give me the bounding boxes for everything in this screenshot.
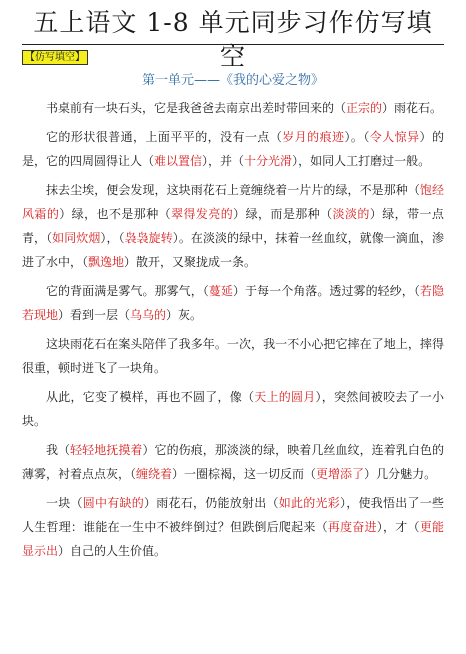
text-segment: 它的形状很普通，上面平平的，没有一点（	[46, 130, 283, 144]
text-segment: ）雨花石。	[382, 101, 443, 115]
filled-answer: 岁月的痕迹	[282, 130, 345, 144]
text-segment: 它的背面满是雾气。那雾气，（	[46, 284, 209, 298]
filled-answer: 若隐若现地	[22, 284, 444, 322]
filled-answer: 淡淡的	[332, 207, 370, 221]
text-segment: 一块（	[46, 496, 83, 510]
text-segment: ）几分魅力。	[364, 467, 437, 481]
article-body	[22, 96, 444, 563]
text-segment: ）一圈棕褐，这一切反而（	[172, 467, 317, 481]
unit-heading: 第一单元——《我的心爱之物》	[141, 73, 324, 88]
filled-answer: 十分光滑	[244, 154, 293, 168]
filled-answer: 圆中有缺的	[82, 496, 144, 510]
filled-answer: 令人惊异	[369, 130, 420, 144]
text-segment: ）自己的人生价值。	[58, 544, 167, 558]
text-segment: ）散开，又聚拢成一条。	[124, 255, 257, 269]
text-segment: 从此，它变了模样，再也不圆了，像（	[46, 390, 255, 404]
paragraph	[22, 279, 444, 327]
text-segment: ），才（	[376, 520, 420, 534]
text-segment: ）看到一层（	[58, 308, 131, 322]
paragraph	[22, 385, 444, 433]
filled-answer: 更增添了	[316, 467, 365, 481]
filled-answer: 如同炊烟	[52, 231, 101, 245]
text-segment: 我（	[46, 443, 71, 457]
filled-answer: 饱经风霜的	[22, 183, 444, 221]
paragraph	[22, 438, 444, 486]
filled-answer: 正宗的	[346, 101, 383, 115]
filled-answer: 更能显示出	[22, 520, 444, 558]
paragraph	[22, 96, 444, 120]
text-segment: 这块雨花石在案头陪伴了我多年。一次，我一不小心把它摔在了地上，摔得很重，顿时迸飞了一块角。	[22, 337, 444, 375]
text-segment: ）灰。	[166, 308, 203, 322]
text-segment: ）雨花石，仍能放射出（	[144, 496, 279, 510]
filled-answer: 难以置信	[154, 154, 203, 168]
text-segment: ）的是，它的四周圆得让人（	[22, 130, 444, 168]
text-segment: ）。在淡淡的绿中，抹着一丝血纹，就像一滴血，渗进了水中，（	[22, 231, 444, 269]
text-segment: ）。（	[344, 130, 370, 144]
filled-answer: 飘逸地	[88, 255, 125, 269]
paragraph	[22, 332, 444, 380]
filled-answer: 天上的圆月	[254, 390, 316, 404]
text-segment: ），并（	[202, 154, 245, 168]
text-segment: ）它的伤痕，那淡淡的绿，映着几丝血纹，连着乳白色的薄雾，衬着点点灰，（	[22, 443, 444, 481]
text-segment: ），（	[100, 231, 125, 245]
filled-answer: 翠得发亮的	[171, 207, 234, 221]
filled-answer: 袅袅旋转	[124, 231, 173, 245]
text-segment: ）绿，也不是那种（	[59, 207, 172, 221]
filled-answer: 乌乌的	[130, 308, 167, 322]
paragraph	[22, 178, 444, 274]
filled-answer: 缠绕着	[136, 467, 173, 481]
text-segment: 书桌前有一块石头，它是我爸爸去南京出差时带回来的（	[46, 101, 347, 115]
paragraph	[22, 125, 444, 173]
filled-answer: 蔓延	[208, 284, 233, 298]
text-segment: ）绿，带一点青，（	[22, 207, 444, 245]
text-segment: ），如同人工打磨过一般。	[292, 154, 431, 168]
paragraph	[22, 491, 444, 563]
text-segment: 抹去尘埃，便会发现，这块雨花石上竟缠绕着一片片的绿，不是那种（	[46, 183, 420, 197]
section-tag: 【仿写填空】	[22, 50, 88, 65]
filled-answer: 再度奋进	[327, 520, 377, 534]
filled-answer: 如此的光彩	[278, 496, 340, 510]
filled-answer: 轻轻地抚摸着	[70, 443, 143, 457]
text-segment: ）绿，而是那种（	[233, 207, 333, 221]
text-segment: ）于每一个角落。透过雾的轻纱，（	[232, 284, 420, 298]
text-segment: ），使我悟出了一些人生哲理：谁能在一生中不被绊倒过？但跌倒后爬起来（	[22, 496, 444, 534]
text-segment: ），突然间被咬去了一小块。	[22, 390, 444, 428]
document-title: 五上语文 1-8 单元同步习作仿写填空	[33, 8, 433, 71]
